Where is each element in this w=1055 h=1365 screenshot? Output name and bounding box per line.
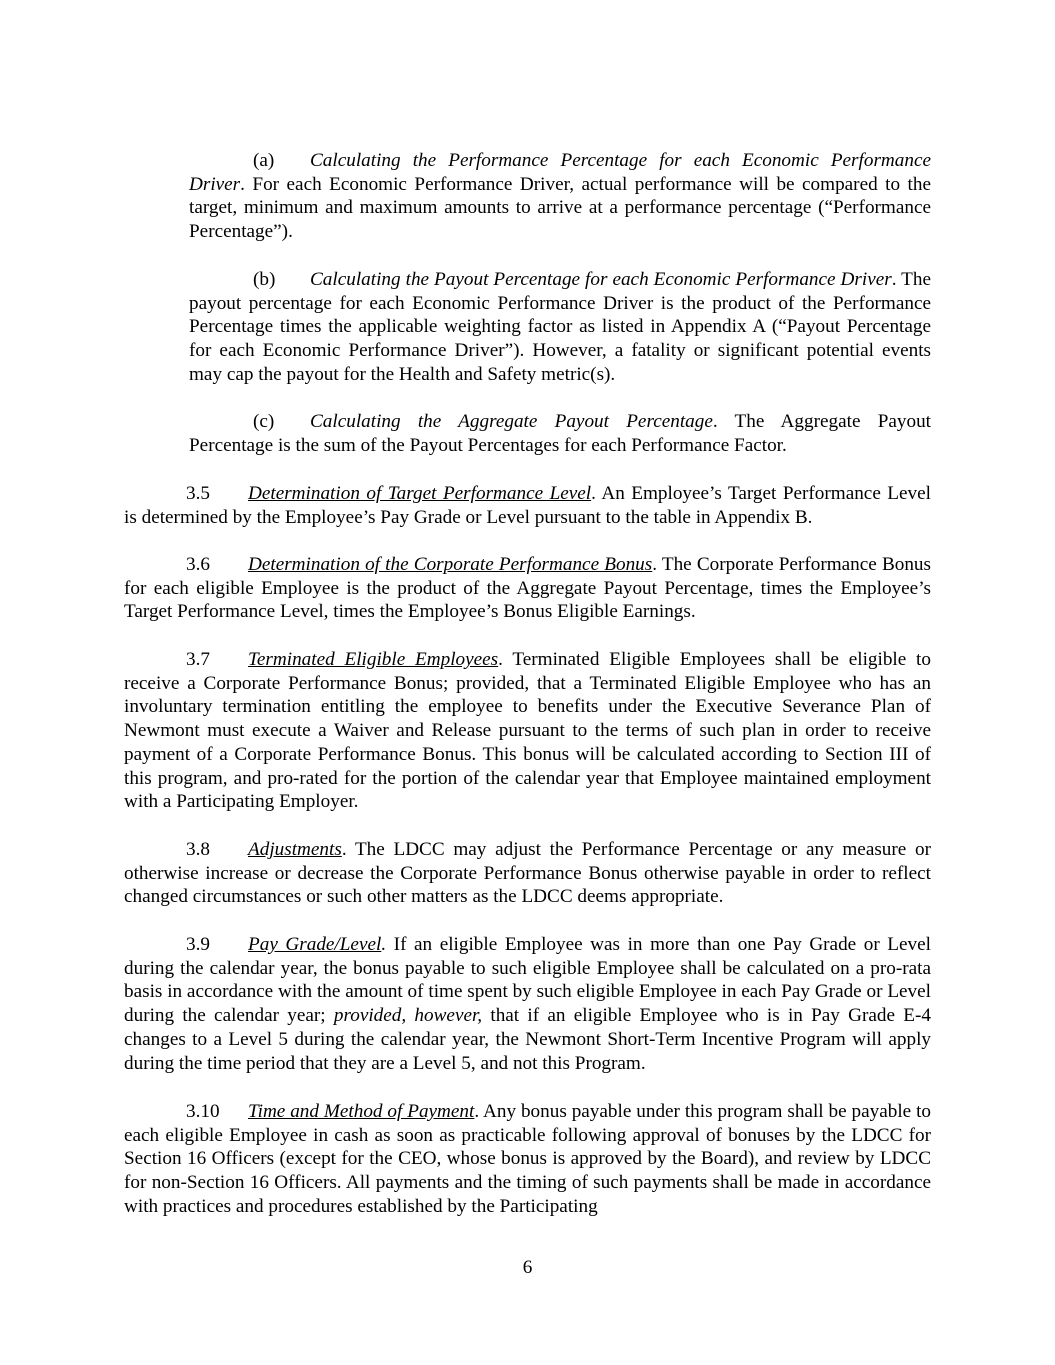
paragraph-heading: Calculating the Payout Percentage for each Economic Performance Driver (310, 269, 892, 290)
heading-period: . (591, 483, 596, 504)
section-text: Terminated Eligible Employees shall be eligible to receive a Corporate Performance Bonus; provided, that a Terminated Eligible Employee who has an involuntary termination entitling the employee to benefits under the Executive Severance Plan of Newmont must execute a Waiver and Release pursuant to the terms of such plan in order to receive payment of a Corporate Performance Bonus. This bonus will be calculated according to Section III of this program, and pro-rated for the portion of the calendar year that Employee maintained employment with a Participating Employer. (124, 649, 931, 813)
section-3-7 (124, 648, 931, 814)
heading-period: . (240, 173, 245, 195)
paragraph-heading: Calculating the Performance Percentage for each Economic Performance Driver (189, 150, 931, 195)
section-number: 3.6 (186, 554, 210, 575)
heading-period: . (341, 839, 347, 860)
section-3-8 (124, 838, 931, 909)
section-text: An Employee’s Target Performance Level is determined by the Employee’s Pay Grade or Level pursuant to the table in Appendix B. (124, 483, 931, 528)
section-heading: Determination of the Corporate Performance Bonus (248, 554, 653, 575)
section-3-9 (124, 933, 931, 1075)
section-heading: Terminated Eligible Employees (248, 649, 499, 670)
section-heading: Determination of Target Performance Level (248, 483, 592, 504)
section-3-6 (124, 553, 931, 624)
section-number: 3.10 (186, 1101, 220, 1122)
section-text: The Corporate Performance Bonus for each eligible Employee is the product of the Aggregate Payout Percentage, times the Employee’s Target Performance Level, times the Employee’s Bonus Eligible Earnings. (124, 554, 931, 623)
section-text: The LDCC may adjust the Performance Percentage or any measure or otherwise increase or decrease the Corporate Performance Bonus otherwise payable in order to reflect changed circumstances or such other matters as the LDCC deems appropriate. (124, 839, 931, 908)
section-text-after: that if an eligible Employee who is in Pay Grade E-4 changes to a Level 5 during the calendar year, the Newmont Short-Term Incentive Program will apply during the time period that they are a Level 5, and not this Program. (124, 1005, 931, 1074)
section-3-10 (124, 1100, 931, 1219)
heading-period: . (498, 649, 503, 670)
italic-phrase: provided, however, (333, 1005, 483, 1027)
paragraph-a (189, 149, 931, 244)
paragraph-text: The Aggregate Payout Percentage is the sum of the Payout Percentages for each Performance Factor. (189, 411, 931, 456)
section-number: 3.8 (186, 839, 210, 860)
section-number: 3.5 (186, 483, 210, 504)
heading-period: . (891, 269, 897, 290)
paragraph-text: For each Economic Performance Driver, actual performance will be compared to the target, minimum and maximum amounts to arrive at a performance percentage (“Performance Percentage”). (189, 173, 931, 243)
paragraph-number: (c) (253, 411, 275, 432)
section-heading: Adjustments (248, 839, 342, 860)
heading-period: . (652, 554, 658, 575)
paragraph-text: The payout percentage for each Economic Performance Driver is the product of the Performance Percentage times the applicable weighting factor as listed in Appendix A (“Payout Percentage for each Economic Performance Driver”). However, a fatality or significant potential events may cap the payout for the Health and Safety metric(s). (189, 269, 931, 385)
heading-period: . (712, 411, 718, 432)
page-number: 6 (522, 1257, 533, 1278)
section-heading: Pay Grade/Level (248, 934, 382, 955)
heading-period: . (474, 1101, 480, 1122)
section-text-before: If an eligible Employee was in more than one Pay Grade or Level during the calendar year, the bonus payable to such eligible Employee shall be calculated on a pro-rata basis in accordance with the amount of time spent by such eligible Employee in each Pay Grade or Level during the calendar year; (124, 934, 931, 1027)
heading-period: . (381, 934, 387, 955)
section-3-5 (124, 482, 931, 529)
section-heading: Time and Method of Payment (248, 1101, 475, 1122)
section-number: 3.7 (186, 649, 210, 670)
paragraph-number: (a) (253, 150, 275, 171)
paragraph-b (189, 268, 931, 387)
paragraph-c (189, 410, 931, 457)
section-number: 3.9 (186, 934, 210, 955)
paragraph-number: (b) (253, 269, 276, 290)
section-text: Any bonus payable under this program shall be payable to each eligible Employee in cash as soon as practicable following approval of bonuses by the LDCC for Section 16 Officers (except for the CEO, whose bonus is approved by the Board), and review by LDCC for non-Section 16 Officers. All payments and the timing of such payments shall be made in accordance with practices and procedures established by the Participating (124, 1101, 932, 1217)
paragraph-heading: Calculating the Aggregate Payout Percentage (310, 411, 713, 432)
